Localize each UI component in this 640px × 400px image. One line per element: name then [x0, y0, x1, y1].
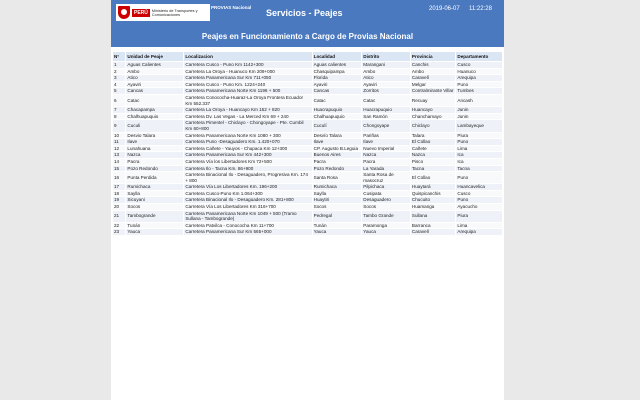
subtitle-bar	[111, 25, 504, 47]
table-row[interactable]	[113, 95, 502, 106]
table-cell: Pedregal	[313, 211, 362, 222]
table-cell: Melgar	[411, 82, 456, 88]
table-row[interactable]	[113, 172, 502, 183]
table-cell: Zorritos	[362, 88, 410, 94]
table-row[interactable]	[113, 223, 502, 229]
table-row[interactable]	[113, 184, 502, 190]
table-cell: Piura	[456, 133, 502, 139]
table-cell: 4	[113, 82, 125, 88]
table-cell: Carretera Cusco - Puno Km. 1224+240	[184, 82, 311, 88]
table-row[interactable]	[113, 159, 502, 165]
table-row[interactable]	[113, 204, 502, 210]
table-cell: Yauca	[126, 229, 183, 235]
table-cell: Puno	[456, 172, 502, 183]
table-cell: Pilpichaca	[362, 184, 410, 190]
table-row[interactable]	[113, 152, 502, 158]
table-cell: Ilave	[313, 139, 362, 145]
table-cell: Piura	[456, 211, 502, 222]
column-header: Unidad de Peaje	[126, 52, 183, 61]
table-cell: Quispicanchis	[411, 191, 456, 197]
table-row[interactable]	[113, 75, 502, 81]
table-cell: Carretera Panamericana Norte Km 1080 + 300	[184, 133, 311, 139]
table-cell: Nuevo Imperial	[362, 146, 410, 152]
table-cell: Cancas	[313, 88, 362, 94]
table-cell: 23	[113, 229, 125, 235]
table-cell: 2	[113, 69, 125, 75]
coat-of-arms-icon	[118, 6, 130, 19]
table-cell: Carretera Cañete - Yauyos - Chupaca Km 12+300	[184, 146, 311, 152]
table-row[interactable]	[113, 120, 502, 131]
table-cell: Atico	[362, 75, 410, 81]
table-cell: Florida	[313, 75, 362, 81]
column-header: Distrito	[362, 52, 410, 61]
table-cell: Tunán	[126, 223, 183, 229]
column-header: Provincia	[411, 52, 456, 61]
table-cell: Cancas	[126, 88, 183, 94]
table-cell: Desvio Talara	[126, 133, 183, 139]
table-cell: Carretera Puno -Desaguadero Km. 1.420+070	[184, 139, 311, 145]
table-cell: Santa Rosa de masocruz	[362, 172, 410, 183]
table-cell: Ilave	[126, 139, 183, 145]
header-banner	[111, 0, 504, 25]
page-title: Servicios - Peajes	[266, 8, 343, 18]
table-cell: Pozo Redondo	[313, 166, 362, 172]
table-cell: Chongoyape	[362, 120, 410, 131]
table-cell: Carretera Ilo - Tacna Km. 86+900	[184, 166, 311, 172]
table-cell: Huancayo	[411, 107, 456, 113]
table-cell: Pariñas	[362, 133, 410, 139]
table-cell: Rumichaca	[313, 184, 362, 190]
table-cell: Sullana	[411, 211, 456, 222]
table-cell: 20	[113, 204, 125, 210]
table-cell: Huanuco	[456, 69, 502, 75]
table-cell: Pozo Redondo	[126, 166, 183, 172]
table-cell: Desaguadero	[362, 197, 410, 203]
table-cell: Ayacucho	[456, 204, 502, 210]
table-cell: Carretera Binacional Ilo - Desaguadero, Progresiva Km. 174 + 800	[184, 172, 311, 183]
table-cell: 19	[113, 197, 125, 203]
table-cell: Carretera Dv. Las Vegas - La Merced Km 69 + 240	[184, 114, 311, 120]
table-row[interactable]	[113, 82, 502, 88]
table-cell: Chucuito	[411, 197, 456, 203]
table-cell: Cusipata	[362, 191, 410, 197]
table-cell: Ambo	[126, 69, 183, 75]
table-cell: Tunán	[313, 223, 362, 229]
table-cell: Puno	[456, 139, 502, 145]
table-row[interactable]	[113, 197, 502, 203]
peru-badge: PERÚ	[134, 9, 148, 16]
table-row[interactable]	[113, 62, 502, 68]
table-cell: Ambo	[411, 69, 456, 75]
column-header: Localizacion	[184, 52, 311, 61]
table-cell: Huaytará	[411, 184, 456, 190]
table-cell: El Collao	[411, 139, 456, 145]
date-display: 2019-06-07	[429, 6, 460, 12]
table-cell: Nazca	[126, 152, 183, 158]
table-cell: Nazca	[411, 152, 456, 158]
table-cell: Puno	[456, 197, 502, 203]
table-cell: Carretera Vía los Libertadores Km 72+500	[184, 159, 311, 165]
table-cell: Junin	[456, 107, 502, 113]
table-cell: Carretera Patvilca - Conococha Km 11+700	[184, 223, 311, 229]
table-cell: Talara	[411, 133, 456, 139]
table-cell: Carretera Vía Los Libertadores Km 316+700	[184, 204, 311, 210]
table-cell: 9	[113, 120, 125, 131]
table-cell: Lambayeque	[456, 120, 502, 131]
table-row[interactable]	[113, 229, 502, 235]
table-row[interactable]	[113, 107, 502, 113]
table-cell: Ayaviri	[362, 82, 410, 88]
table-cell: Cusco	[456, 62, 502, 68]
table-row[interactable]	[113, 191, 502, 197]
provias-label: PROVIAS Nacional	[211, 5, 252, 10]
table-cell: Huaytiri	[313, 197, 362, 203]
table-cell: 7	[113, 107, 125, 113]
table-cell: Carretera Cusco-Puno Km 1.064+300	[184, 191, 311, 197]
table-cell: Caravelí	[411, 75, 456, 81]
table-cell: Canchis	[411, 62, 456, 68]
table-cell: Cuculí	[313, 120, 362, 131]
table-cell: Tacna	[411, 166, 456, 172]
table-cell: Carretera La Oroya - Huanuco Km 209+000	[184, 69, 311, 75]
table-cell: Cusco	[456, 191, 502, 197]
table-cell: Socos	[126, 204, 183, 210]
time-display: 11:22:28	[469, 6, 492, 12]
table-cell: Nazca	[362, 152, 410, 158]
table-cell: Santa Rosa	[313, 172, 362, 183]
tolls-table	[112, 51, 503, 236]
table-cell: Lima	[456, 146, 502, 152]
table-cell: Carretera Conococha-Huaraz-La Oroya Frontera Ecuador Km 552.337	[184, 95, 311, 106]
table-cell: Carretera Panamericana Sur Km 711+050	[184, 75, 311, 81]
table-cell: Huacrapuquio	[313, 107, 362, 113]
table-cell: 1	[113, 62, 125, 68]
table-cell: Saylla	[313, 191, 362, 197]
table-cell: Saylla	[126, 191, 183, 197]
table-header-row	[113, 52, 502, 61]
table-cell: Chanchamayo	[411, 114, 456, 120]
table-cell: Caravelí	[411, 229, 456, 235]
table-cell: 15	[113, 166, 125, 172]
table-cell: Arequipa	[456, 229, 502, 235]
table-cell: Pacra	[126, 159, 183, 165]
table-cell: Tumbes	[456, 88, 502, 94]
table-cell: 14	[113, 159, 125, 165]
table-cell: Carretera Panamericana Norte Km 1049 + 500 (Tramo Sullana - Tambogrande)	[184, 211, 311, 222]
table-cell: El Collao	[411, 172, 456, 183]
table-cell: 3	[113, 75, 125, 81]
table-cell: Ancash	[456, 95, 502, 106]
table-cell: Recuay	[411, 95, 456, 106]
table-cell: 12	[113, 146, 125, 152]
table-cell: Junin	[456, 114, 502, 120]
table-row[interactable]	[113, 211, 502, 222]
table-cell: Rumichaca	[126, 184, 183, 190]
table-cell: Punta Perdida	[126, 172, 183, 183]
table-cell: 21	[113, 211, 125, 222]
table-cell: Huancavelica	[456, 184, 502, 190]
table-cell: Carretera Cusco - Puno Km 1142+300	[184, 62, 311, 68]
table-cell: 13	[113, 152, 125, 158]
table-cell: 16	[113, 172, 125, 183]
table-cell: 8	[113, 114, 125, 120]
table-cell: Ayaviri	[126, 82, 183, 88]
table-cell: 18	[113, 191, 125, 197]
table-cell: 22	[113, 223, 125, 229]
table-cell: Carretera Pimentel - Chiclayo - Chongoyape - Pte. Cumbil Km 60+800	[184, 120, 311, 131]
table-cell: Pacra	[313, 159, 362, 165]
table-cell: Ayaviri	[313, 82, 362, 88]
table-cell: Carretera Panamericana Sur Km 565+000	[184, 229, 311, 235]
ministry-name: Ministerio de Transportes y Comunicaciones	[151, 8, 198, 17]
table-cell: Buenos Aires	[313, 152, 362, 158]
table-cell: Barranca	[411, 223, 456, 229]
table-cell: 6	[113, 95, 125, 106]
table-cell: Ilave	[362, 139, 410, 145]
column-header: Localidad	[313, 52, 362, 61]
column-header: N°	[113, 52, 125, 61]
table-cell: Chiclayo	[411, 120, 456, 131]
table-cell: Cuculi	[126, 120, 183, 131]
table-cell: Huamanga	[411, 204, 456, 210]
table-cell: Cañete	[411, 146, 456, 152]
table-cell: La Yarada	[362, 166, 410, 172]
table-cell: Paramonga	[362, 223, 410, 229]
table-cell: Tacna	[456, 166, 502, 172]
table-row[interactable]	[113, 69, 502, 75]
table-row[interactable]	[113, 166, 502, 172]
table-row[interactable]	[113, 114, 502, 120]
table-cell: Pisco	[411, 159, 456, 165]
table-cell: Socos	[313, 204, 362, 210]
table-cell: CP. Augusto B.Leguia	[313, 146, 362, 152]
table-cell: Yauca	[313, 229, 362, 235]
table-cell: Carretera Panamericana Sur Km 442+300	[184, 152, 311, 158]
table-cell: Carretera Vía Los Libertadores Km. 196+200	[184, 184, 311, 190]
table-cell: Chalhuapuquio	[313, 114, 362, 120]
mtc-logo[interactable]	[116, 4, 210, 21]
table-row[interactable]	[113, 88, 502, 94]
table-cell: Chalhuapuquio	[126, 114, 183, 120]
table-cell: Lima	[456, 223, 502, 229]
table-row[interactable]	[113, 139, 502, 145]
table-cell: Ica	[456, 159, 502, 165]
column-header: Departamento	[456, 52, 502, 61]
table-cell: Sicuyani	[126, 197, 183, 203]
table-body	[113, 62, 502, 235]
table-cell: Ica	[456, 152, 502, 158]
table-cell: Aguas calientes	[313, 62, 362, 68]
table-cell: 11	[113, 139, 125, 145]
table-cell: Aguas Calientes	[126, 62, 183, 68]
table-cell: 10	[113, 133, 125, 139]
table-cell: 17	[113, 184, 125, 190]
table-cell: Puno	[456, 82, 502, 88]
table-cell: Tambo Grande	[362, 211, 410, 222]
table-cell: Carretera Binacional Ilo - Desaguadero Km. 281+800	[184, 197, 311, 203]
table-cell: Chasquipampa	[313, 69, 362, 75]
table-cell: San Ramón	[362, 114, 410, 120]
table-cell: Atico	[126, 75, 183, 81]
table-cell: Catac	[362, 95, 410, 106]
main-panel	[111, 0, 504, 400]
table-cell: Carretera Panamericana Norte Km 1196 + 500	[184, 88, 311, 94]
table-row[interactable]	[113, 146, 502, 152]
table-cell: Catac	[126, 95, 183, 106]
table-cell: Contralmirante Villar	[411, 88, 454, 94]
table-cell: Carretera La Oroya - Huancayo Km 152 + 820	[184, 107, 311, 113]
table-cell: 5	[113, 88, 125, 94]
table-cell: Yauca	[362, 229, 410, 235]
table-cell: Catac	[313, 95, 362, 106]
table-cell: Arequipa	[456, 75, 502, 81]
table-title: Peajes en Funcionamiento a Cargo de Provias Nacional	[201, 32, 414, 41]
table-cell: Lunahuana	[126, 146, 183, 152]
table-cell: Chacapampa	[126, 107, 183, 113]
table-cell: Tambogrande	[126, 211, 183, 222]
table-cell: Desvío Talara	[313, 133, 362, 139]
table-row[interactable]	[113, 133, 502, 139]
table-cell: Socos	[362, 204, 410, 210]
table-cell: Pacra	[362, 159, 410, 165]
table-cell: Huacrapuquio	[362, 107, 410, 113]
table-cell: Marangani	[362, 62, 410, 68]
table-cell: Ambo	[362, 69, 410, 75]
